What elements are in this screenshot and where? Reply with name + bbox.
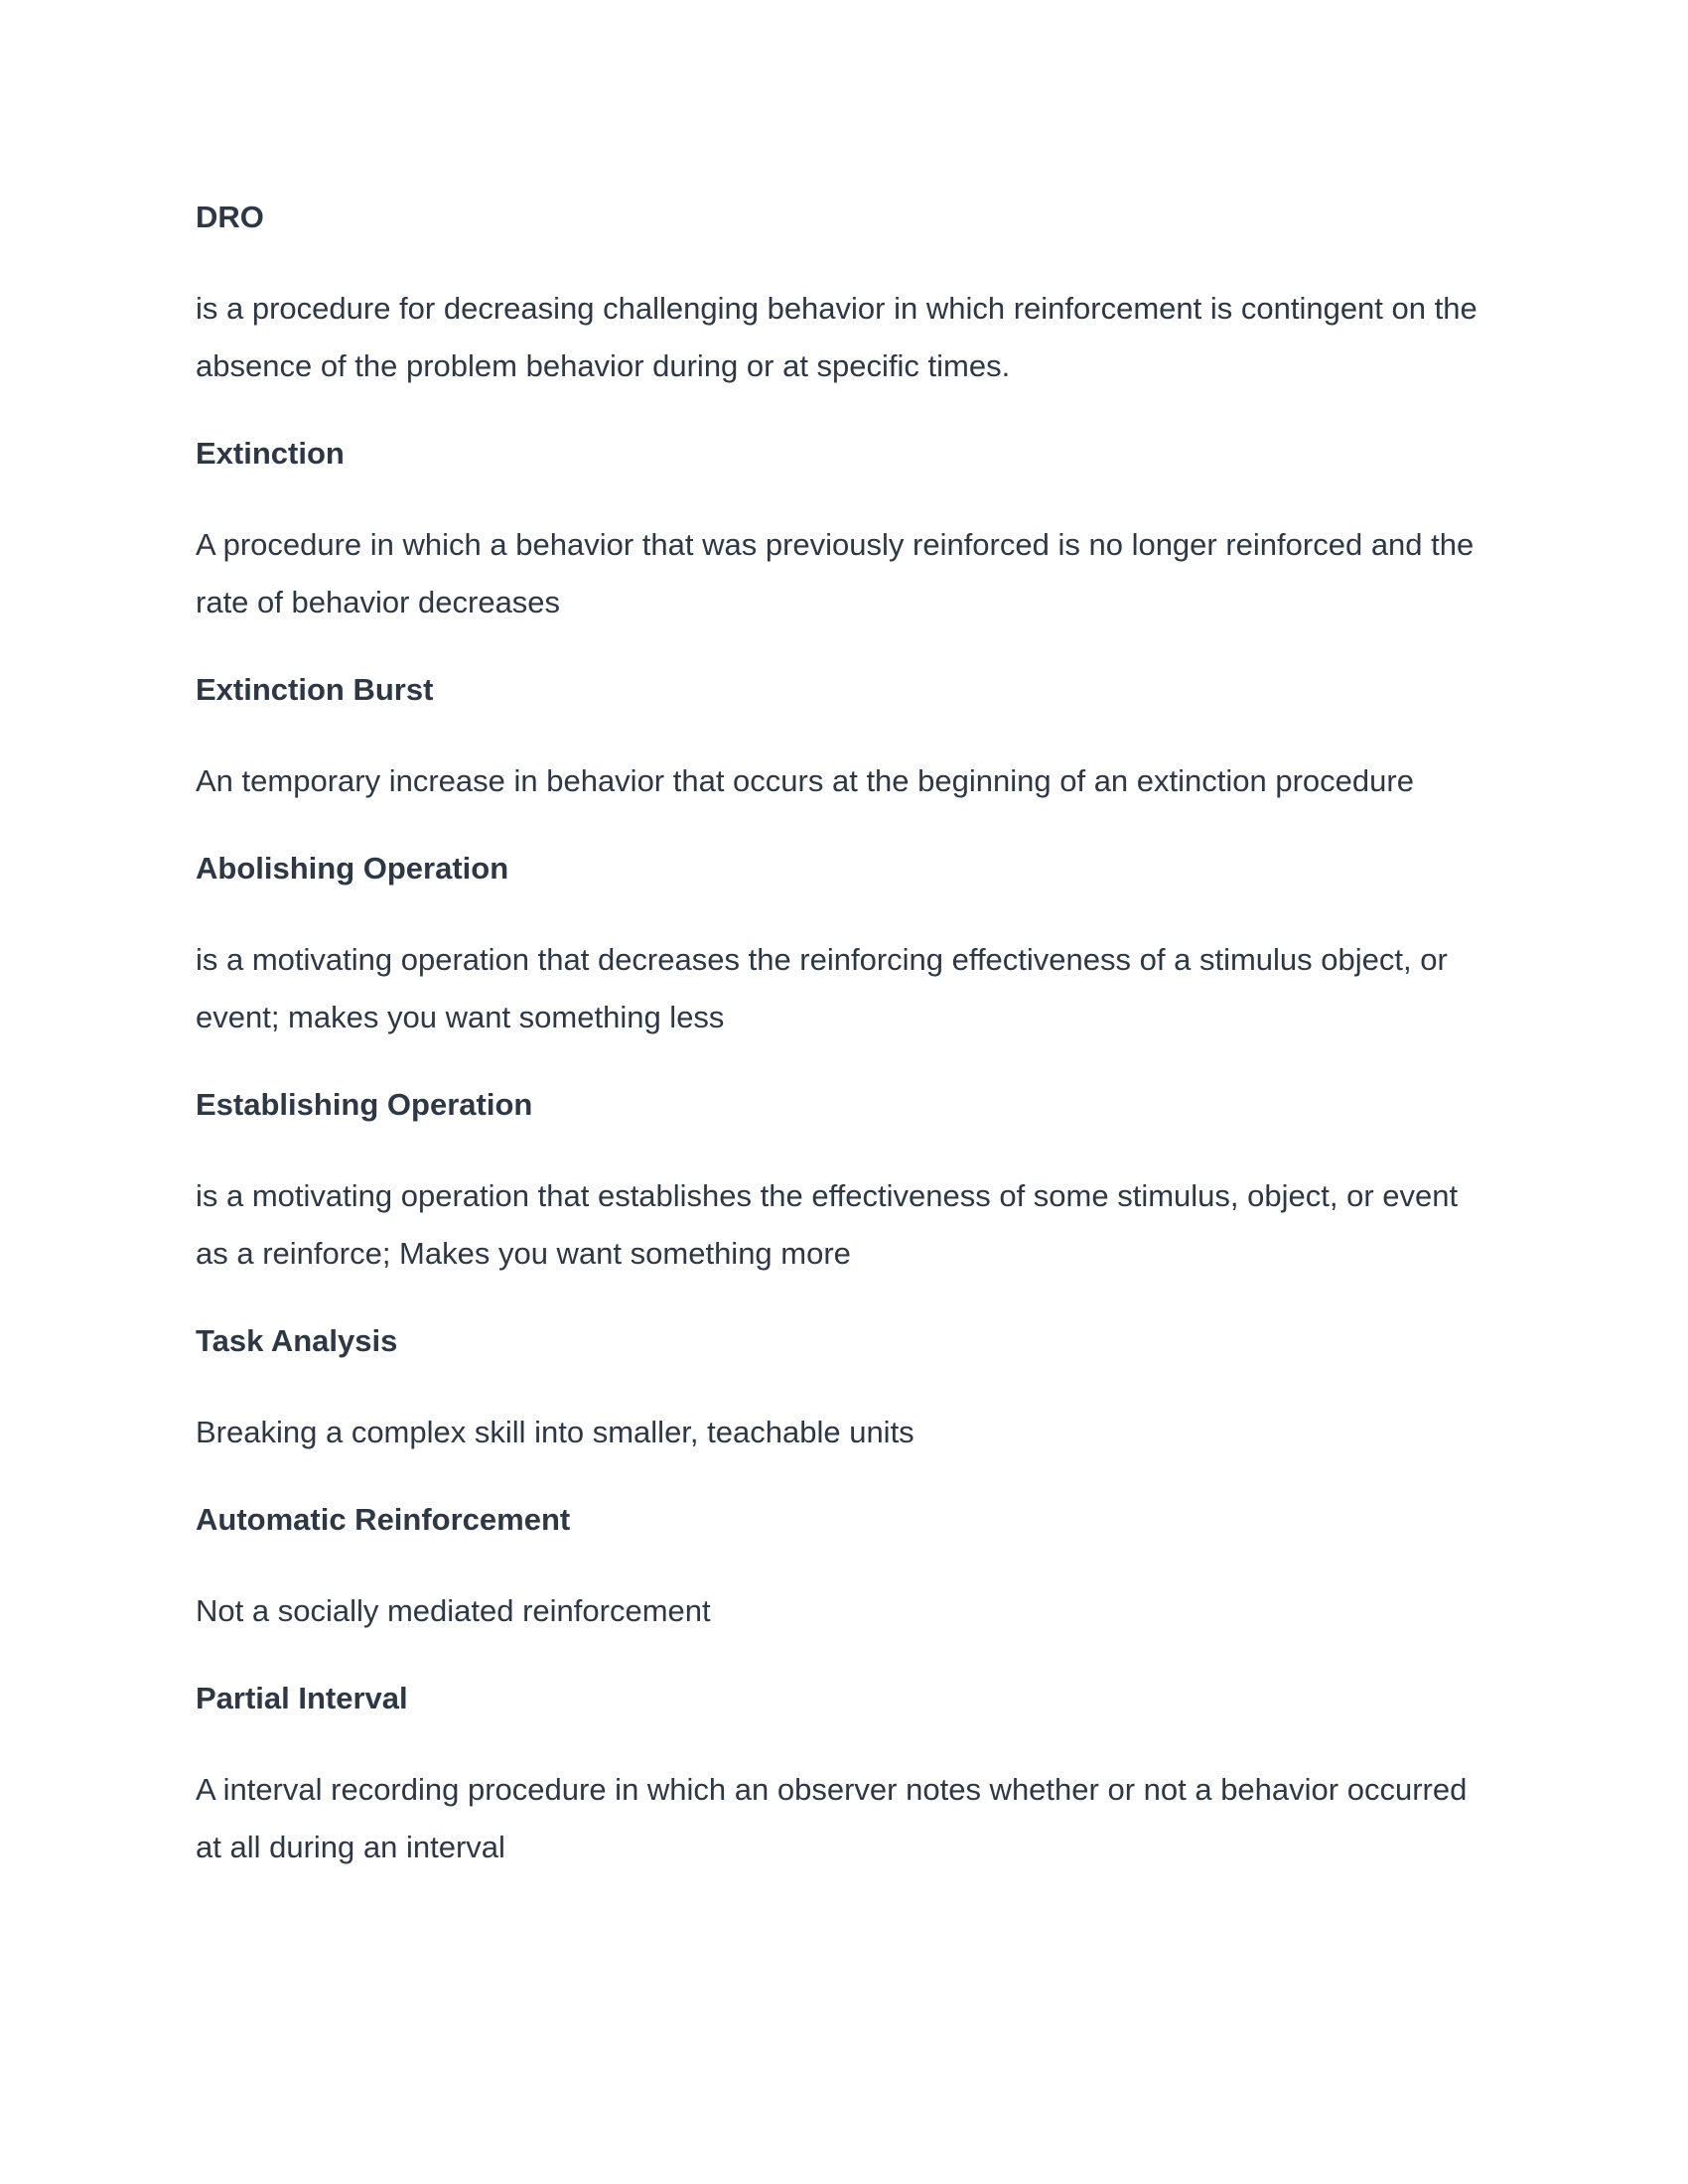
- term-definition-partial-interval: A interval recording procedure in which an observer notes whether or not a behavior occurred at all during an interval: [196, 1772, 1468, 1864]
- glossary-entry: [196, 1076, 1489, 1283]
- term-heading-task-analysis: Task Analysis: [196, 1323, 398, 1358]
- term-heading-extinction-burst: Extinction Burst: [196, 672, 434, 707]
- term-definition-extinction: A procedure in which a behavior that was previously reinforced is no longer reinforced and the rate of behavior decreases: [196, 527, 1475, 619]
- term-definition-abolishing-operation: is a motivating operation that decreases the reinforcing effectiveness of a stimulus object, or event; makes you want something less: [196, 942, 1448, 1034]
- term-definition-extinction-burst: An temporary increase in behavior that occurs at the beginning of an extinction procedure: [196, 763, 1414, 798]
- term-heading-automatic-reinforcement: Automatic Reinforcement: [196, 1502, 571, 1537]
- term-heading-partial-interval: Partial Interval: [196, 1681, 408, 1715]
- glossary-entry: [196, 1491, 1489, 1640]
- term-definition-automatic-reinforcement: Not a socially mediated reinforcement: [196, 1593, 711, 1628]
- glossary-entry: [196, 1312, 1489, 1461]
- term-definition-establishing-operation: is a motivating operation that establishes the effectiveness of some stimulus, object, or event as a reinforce; Makes you want something more: [196, 1178, 1459, 1271]
- glossary-entry: [196, 661, 1489, 810]
- glossary-entry: [196, 425, 1489, 631]
- glossary-entry: [196, 840, 1489, 1046]
- term-heading-dro: DRO: [196, 200, 264, 234]
- term-definition-dro: is a procedure for decreasing challenging behavior in which reinforcement is contingent on the absence of the problem behavior during or at specific times.: [196, 291, 1477, 383]
- term-heading-extinction: Extinction: [196, 436, 345, 471]
- glossary-entry: [196, 1670, 1489, 1876]
- term-definition-task-analysis: Breaking a complex skill into smaller, teachable units: [196, 1415, 914, 1449]
- term-heading-abolishing-operation: Abolishing Operation: [196, 851, 509, 886]
- term-heading-establishing-operation: Establishing Operation: [196, 1087, 533, 1122]
- glossary-entry: [196, 189, 1489, 395]
